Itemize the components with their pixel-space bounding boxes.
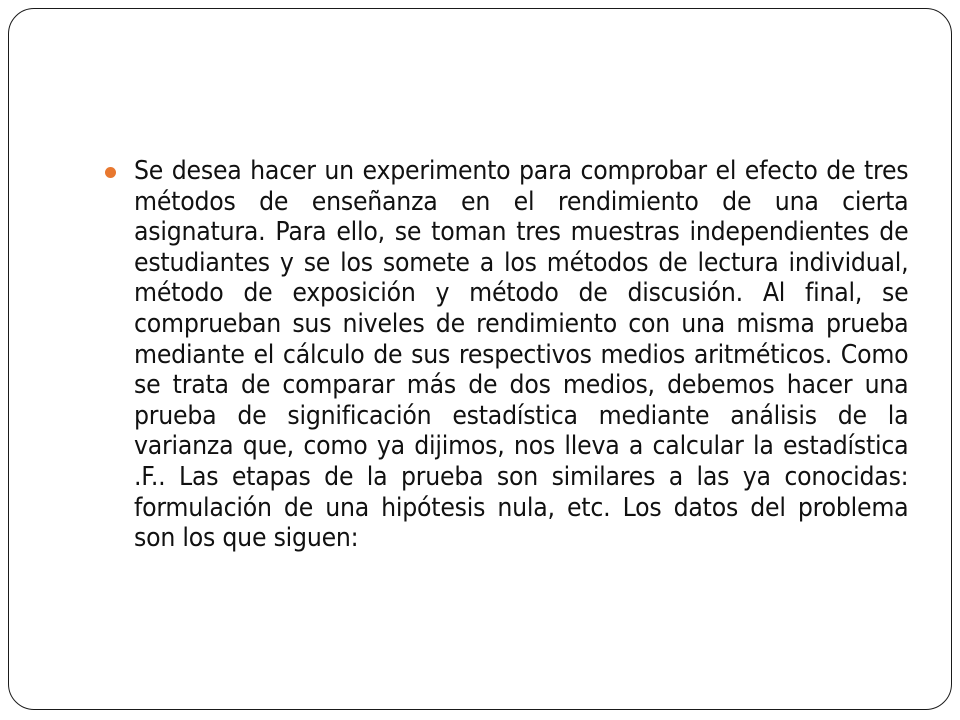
- bullet-text: Se desea hacer un experimento para comprobar el efecto de tres métodos de enseñanza en el rendimiento de una cierta asignatura. Para ello, se toman tres muestras independientes de estudiantes y se los somete a los métodos de lectura individual, método de exposición y método de discusión. Al final, se comprueban sus niveles de rendimiento con una misma prueba mediante el cálculo de sus respectivos medios aritméticos. Como se trata de comparar más de dos medios, debemos hacer una prueba de significación estadística mediante análisis de la varianza que, como ya dijimos, nos lleva a calcular la estadística .F.. Las etapas de la prueba son similares a las ya conocidas: formulación de una hipótesis nula, etc. Los datos del problema son los que siguen:: [134, 156, 909, 554]
- bullet-dot-icon: [105, 167, 116, 178]
- slide-content: [105, 156, 909, 554]
- bullet-item: [105, 156, 909, 554]
